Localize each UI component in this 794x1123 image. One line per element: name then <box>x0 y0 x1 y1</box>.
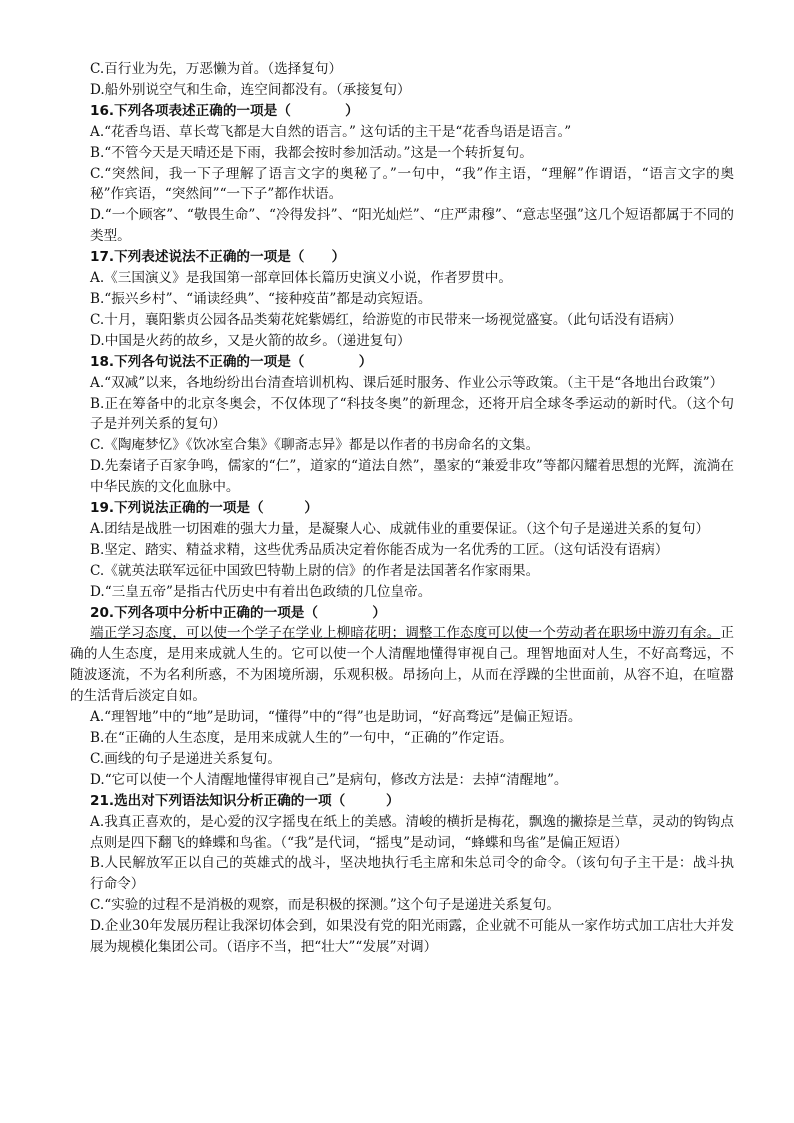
q19-option-a: A.团结是战胜一切困难的强大力量，是凝聚人心、成就伟业的重要保证。（这个句子是递进关系的复句） <box>90 520 710 537</box>
question-18-stem: 18.下列各句说法不正确的一项是（ ） <box>90 353 373 370</box>
question-20-stem: 20.下列各项中分析中正确的一项是（ ） <box>90 604 386 621</box>
q19-option-d: D.“三皇五帝”是指古代历史中有着出色政绩的几位皇帝。 <box>90 583 432 600</box>
q21-option-c: C.“实验的过程不是消极的观察，而是积极的探测。”这个句子是递进关系复句。 <box>90 897 560 914</box>
q21-option-a: A.我真正喜欢的，是心爱的汉字摇曳在纸上的美感。清峻的横折是梅花，飘逸的撇捺是兰草，灵动的钩钩点点则是四下翻飞的蜂蝶和鸟雀。（“我”是代词，“摇曳”是动词，“蜂蝶和鸟雀”是偏正短语） <box>90 813 734 851</box>
q16-option-c: C.“突然间，我一下子理解了语言文字的奥秘了。”一句中，“我”作主语，“理解”作谓语，“语言文字的奥秘”作宾语，“突然间”“一下子”都作状语。 <box>90 165 734 203</box>
q19-option-b: B.坚定、踏实、精益求精，这些优秀品质决定着你能否成为一名优秀的工匠。（这句话没有语病） <box>90 541 669 558</box>
q20-option-c: C.画线的句子是递进关系复句。 <box>90 750 281 767</box>
question-17-stem: 17.下列表述说法不正确的一项是（ ） <box>90 249 346 266</box>
q18-option-c: C.《陶庵梦忆》《饮冰室合集》《聊斋志异》都是以作者的书房命名的文集。 <box>90 437 540 454</box>
q17-option-d: D.中国是火药的故乡，又是火箭的故乡。（递进复句） <box>90 332 411 349</box>
option-line: D.船外别说空气和生命，连空间都没有。（承接复句） <box>90 81 411 98</box>
q20-option-d: D.“它可以使一个人清醒地懂得审视自己”是病句，修改方法是：去掉“清醒地”。 <box>90 771 568 788</box>
q18-option-a: A.“双减”以来，各地纷纷出台清查培训机构、课后延时服务、作业公示等政策。（主干是“各地出台政策”） <box>90 374 724 391</box>
q21-option-b: B.人民解放军正以自己的英雄式的战斗，坚决地执行毛主席和朱总司令的命令。（该句句子主干是：战斗执行命令） <box>90 855 734 893</box>
q17-option-c: C.十月，襄阳紫贞公园各品类菊花姹紫嫣红，给游览的市民带来一场视觉盛宴。（此句话没有语病） <box>90 311 682 328</box>
q20-passage-rest: 正确的人生态度，是用来成就人生的。它可以使一个人清醒地懂得审视自己。理智地面对人生，不好高骛远，不随波逐流，不为名利所惑，不为困境所溺，乐观积极。昂扬向上，从而在浮躁的尘世面前，从容不迫，在喧嚣的生活背后淡定自如。 <box>70 625 734 705</box>
q20-passage <box>70 623 734 707</box>
question-16-stem: 16.下列各项表述正确的一项是（ ） <box>90 102 359 119</box>
q20-underlined-sentence: 端正学习态度，可以使一个学子在学业上柳暗花明；调整工作态度可以使一个劳动者在职场中游刃有余。 <box>90 625 721 642</box>
q16-option-b: B.“不管今天是天晴还是下雨，我都会按时参加活动。”这是一个转折复句。 <box>90 144 533 161</box>
q21-option-d: D.企业30年发展历程让我深切体会到，如果没有党的阳光雨露，企业就不可能从一家作坊式加工店壮大并发展为规模化集团公司。（语序不当，把“壮大”“发展”对调） <box>90 918 734 956</box>
document-content <box>70 59 734 958</box>
q19-option-c: C.《就英法联军远征中国致巴特勒上尉的信》的作者是法国著名作家雨果。 <box>90 562 540 579</box>
q16-option-d: D.“一个顾客”、“敬畏生命”、“冷得发抖”、“阳光灿烂”、“庄严肃穆”、“意志坚强”这几个短语都属于不同的类型。 <box>90 207 734 245</box>
q20-option-b: B.在“正确的人生态度，是用来成就人生的”一句中，“正确的”作定语。 <box>90 730 513 746</box>
q17-option-a: A.《三国演义》是我国第一部章回体长篇历史演义小说，作者罗贯中。 <box>90 270 512 287</box>
q18-option-b: B.正在筹备中的北京冬奥会，不仅体现了“科技冬奥”的新理念，还将开启全球冬季运动的新时代。（这个句子是并列关系的复句） <box>90 395 734 433</box>
option-line: C.百行业为先，万恶懒为首。（选择复句） <box>90 61 343 77</box>
q17-option-b: B.“振兴乡村”、“诵读经典”、“接种疫苗”都是动宾短语。 <box>90 290 432 307</box>
question-21-stem: 21.选出对下列语法知识分析正确的一项（ ） <box>90 792 400 809</box>
q16-option-a: A.“花香鸟语、草长莺飞都是大自然的语言。” 这句话的主干是“花香鸟语是语言。” <box>90 123 572 140</box>
question-19-stem: 19.下列说法正确的一项是（ ） <box>90 500 318 517</box>
q18-option-d: D.先秦诸子百家争鸣，儒家的“仁”，道家的“道法自然”，墨家的“兼爱非攻”等都闪耀着思想的光辉，流淌在中华民族的文化血脉中。 <box>90 458 734 496</box>
q20-option-a: A.“理智地”中的“地”是助词，“懂得”中的“得”也是助词，“好高骛远”是偏正短语。 <box>90 709 582 726</box>
